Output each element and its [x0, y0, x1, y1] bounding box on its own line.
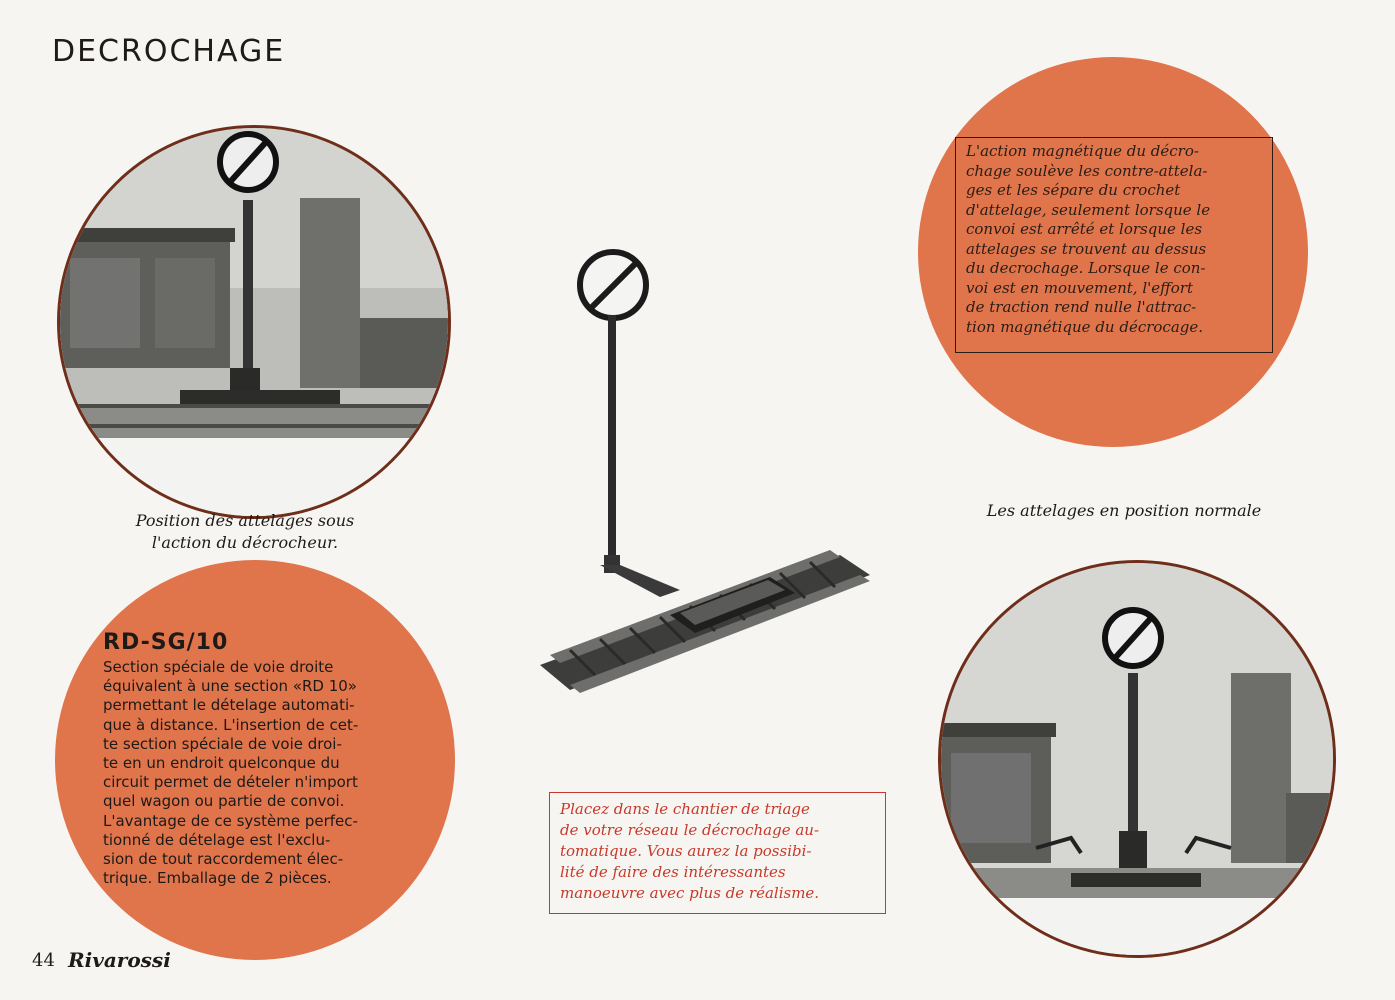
- product-line: circuit permet de dételer n'import: [103, 773, 358, 792]
- tip-line: Placez dans le chantier de triage: [560, 800, 810, 818]
- tip-line: manoeuvre avec plus de réalisme.: [560, 884, 820, 902]
- train-photo-illustration: [941, 563, 1333, 955]
- magnetic-line: attelages se trouvent au dessus: [966, 239, 1207, 258]
- uncoupler-track-illustration: [530, 235, 910, 720]
- tip-box: [549, 792, 886, 914]
- train-photo-illustration: [60, 128, 448, 516]
- product-line: Section spéciale de voie droite: [103, 658, 334, 676]
- product-line: que à distance. L'insertion de cet-: [103, 715, 359, 734]
- magnetic-line: ges et les sépare du crochet: [966, 181, 1181, 199]
- caption-left-line-1: Position des attelages sous: [135, 511, 355, 530]
- page-title: DECROCHAGE: [52, 34, 286, 69]
- brand-logo: Rivarossi: [68, 948, 171, 972]
- tip-line: tomatique. Vous aurez la possibi-: [560, 842, 812, 860]
- magnetic-line: L'action magnétique du décro-: [966, 142, 1199, 160]
- tip-line: de votre réseau le décrochage au-: [560, 821, 820, 839]
- magnetic-line: d'attelage, seulement lorsque le: [966, 200, 1211, 219]
- product-line: tionné de dételage est l'exclu-: [103, 830, 331, 849]
- product-line: L'avantage de ce système perfec-: [103, 811, 358, 830]
- product-line: te en un endroit quelconque du: [103, 754, 340, 773]
- magnetic-line: tion magnétique du décrocage.: [966, 317, 1204, 336]
- photo-uncoupling-position: [57, 125, 451, 519]
- magnetic-line: de traction rend nulle l'attrac-: [966, 298, 1197, 316]
- magnetic-action-text-box: [955, 137, 1273, 353]
- caption-left-line-2: l'action du décrocheur.: [151, 533, 339, 552]
- tip-line: lité de faire des intéressantes: [560, 863, 786, 881]
- caption-left: [95, 510, 395, 554]
- caption-right: Les attelages en position normale: [986, 501, 1262, 520]
- page-number: 44: [32, 950, 55, 971]
- magnetic-line: convoi est arrêté et lorsque les: [966, 220, 1203, 238]
- magnetic-line: chage soulève les contre-attela-: [966, 161, 1208, 180]
- product-line: permettant le dételage automati-: [103, 696, 355, 715]
- product-line: te section spéciale de voie droi-: [103, 734, 342, 753]
- product-line: sion de tout raccordement élec-: [103, 850, 344, 869]
- magnetic-line: voi est en mouvement, l'effort: [966, 278, 1193, 297]
- product-description: [103, 658, 419, 888]
- product-line: trique. Emballage de 2 pièces.: [103, 869, 332, 888]
- photo-normal-position: [938, 560, 1336, 958]
- product-code: RD-SG/10: [103, 630, 229, 655]
- product-line: quel wagon ou partie de convoi.: [103, 792, 345, 811]
- product-line: équivalent à une section «RD 10»: [103, 677, 357, 696]
- magnetic-line: du decrochage. Lorsque le con-: [966, 259, 1206, 277]
